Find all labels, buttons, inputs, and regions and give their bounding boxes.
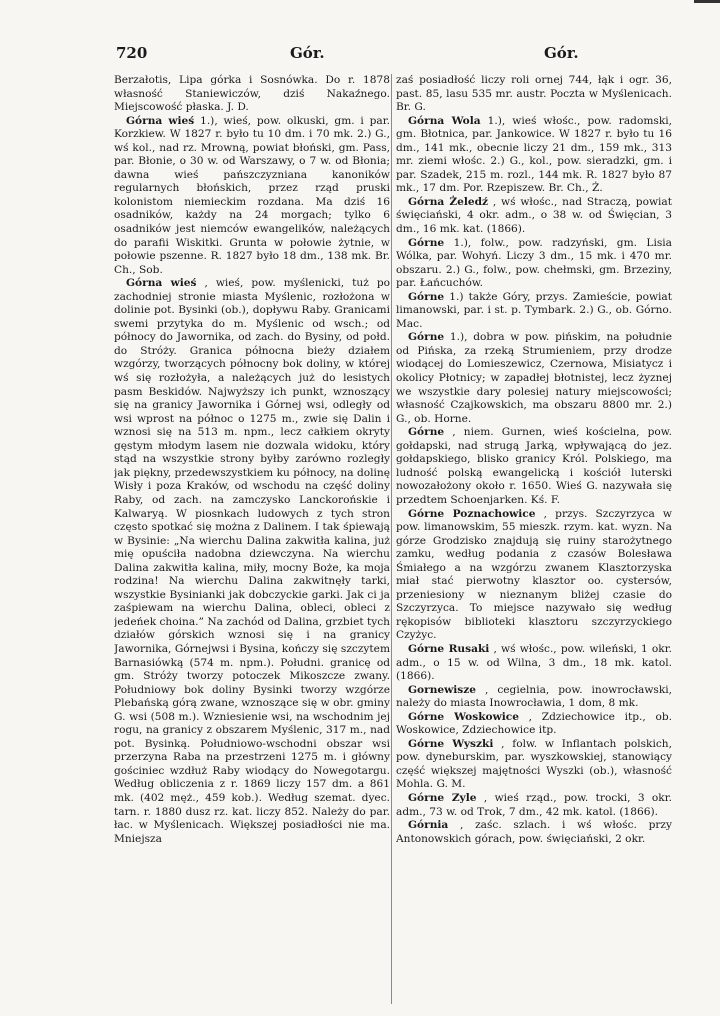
- dictionary-entry: [396, 74, 672, 115]
- dictionary-entry: [396, 819, 672, 846]
- entry-headword: Gornewisze: [408, 683, 477, 696]
- entry-text: , przys. Szczyrzyca w pow. limanowskim, 55 mieszk. rzym. kat. wyzn. Na górze Grodzisko znajdują się ruiny starożytnego zamku, według podania z czasów Bolesława Śmiałego a na wzgórzu zwanem Klasztorzyska miał stać pierwotny klasztor oo. cystersów, przeniesiony w nieznanym bliżej czasie do Szczyrzyca. To miejsce nazywało się według rękopisów biblioteki klasztoru szczyrzyckiego Czyżyc.: [396, 507, 672, 642]
- entry-text: , wś włośc., pow. wileński, 1 okr. adm., o 15 w. od Wilna, 3 dm., 18 mk. katol. (1866).: [396, 642, 672, 683]
- dictionary-entry: [396, 426, 672, 507]
- right-running-head: Gór.: [544, 44, 579, 62]
- entry-headword: Górne Zyle: [408, 791, 477, 804]
- entry-headword: Górne Rusaki: [408, 642, 490, 655]
- right-column: [396, 74, 672, 1004]
- dictionary-entry: [396, 792, 672, 819]
- entry-text: , wieś, pow. myślenicki, tuż po zachodniej stronie miasta Myślenic, rozłożona w dolinie pot. Bysinki (ob.), dopływu Raby. Granicami swemi przytyka do m. Myślenic od wsch.; od północy do Jawornika, od zach. do Bysiny, od połd. do Stróży. Granica północna bieży działem wzgórzy, tworzących północny bok doliny, w której wś się rozłożyła, a należących już do lesistych pasm Beskidów. Najwyższy ich punkt, wznoszący się na granicy Jawornika i Górnej wsi, odległy od wsi wprost na północ o 1275 m., zwie się Dalin i wznosi się na 513 m. npm., lecz całkiem okryty gęstym młodym lasem nie dozwala widoku, który stąd na wszystkie strony byłby zarówno rozległy jak piękny, przedewszystkiem ku północy, na dolinę Wisły i poza Kraków, od wschodu na część doliny Raby, od zach. na zamczysko Lanckorońskie i Kalwaryą. W piosnkach ludowych z tych stron często spotkać się można z Dalinem. I tak śpiewają w Bysinie: „Na wierchu Dalina zakwitła kalina, już mię opuściła nadobna dziewczyna. Na wierchu Dalina zakwitła kalina, miły, mocny Boże, ka moja rodzina! Na wierchu Dalina zakwitnęły tarki, wszystkie Bysinianki jak dobczyckie garki. Jak ci ja zaśpiewam na wierchu Dalina, obleci, obleci z jedeńek choina.” Na zachód od Dalina, grzbiet tych działów górskich wznosi się i na granicy Jawornika, Górnejwsi i Bysina, kończy się szczytem Barnasiówką (574 m. npm.). Południ. granicę od gm. Stróży tworzy potoczek Mikoszcze zwany. Południowy bok doliny Bysinki tworzy wzgórze Plebańską górą zwane, wznoszące się w obr. gminy G. wsi (508 m.). Wzniesienie wsi, na wschodnim jej rogu, na granicy z obszarem Myślenic, 317 m., nad pot. Bysinką. Południowo-wschodni obszar wsi przerzyna Raba na przestrzeni 1275 m. i główny gościniec wzdłuż Raby wiodący do Nowegotargu. Według obliczenia z r. 1869 liczy 157 dm. a 861 mk. (402 męż., 459 kob.). Według szemat. dyec. tarn. r. 1880 dusz rz. kat. liczy 852. Należy do par. łac. w Myślenicach. Większej posiadłości nie ma. Mniejsza: [114, 277, 390, 845]
- entry-text: , wś włośc., nad Straczą, powiat święciański, 4 okr. adm., o 38 w. od Święcian, 3 dm., 16 mk. kat. (1866).: [396, 195, 672, 236]
- entry-text: , niem. Gurnen, wieś kościelna, pow. gołdapski, nad strugą Jarką, wpływającą do jez. gołdapskiego, blisko granicy Król. Polskiego, ma ludność polską ewangelicką i kościół luterski nowozałożony około r. 1650. Wieś G. nazywała się przedtem Schoenjarken. Kś. F.: [396, 426, 672, 506]
- entry-text: Berzałotis, Lipa górka i Sosnówka. Do r. 1878 własność Staniewiczów, dziś Nakaźnego. Miejscowość płaska. J. D.: [114, 74, 390, 114]
- entry-text: , zaśc. szlach. i wś włośc. przy Antonowskich górach, pow. święciański, 2 okr.: [396, 819, 672, 845]
- entry-text: 1.), wieś włośc., pow. radomski, gm. Błotnica, par. Jankowice. W 1827 r. było tu 16 dm., 141 mk., obecnie liczy 21 dm., 159 mk., 313 mr. ziemi włośc. 2.) G., kol., pow. sieradzki, gm. i par. Szadek, 215 m. rozl., 144 mk. R. 1827 było 87 mk., 17 dm. Por. Rzepiszew. Br. Ch., Ż.: [396, 114, 672, 195]
- entry-headword: Górna Żeledź: [408, 195, 489, 208]
- entry-text: 1.), wieś, pow. olkuski, gm. i par. Korzkiew. W 1827 r. było tu 10 dm. i 70 mk. 2.) G., wś kol., nad rz. Mrowną, powiat błoński, gm. Pass, par. Błonie, o 30 w. od Warszawy, o 7 w. od Błonia; dawna wieś pańszczyzniana kanoników regularnych błońskich, przez rząd pruski kolonistom niemieckim rozdana. Ma dziś 16 osadników, każdy na 24 morgach; tylko 6 osadników jest niemców ewangelików, należących do parafii Wiskitki. Grunta w połowie żytnie, w połowie pszenne. R. 1827 było 18 dm., 138 mk. Br. Ch., Sob.: [114, 114, 390, 276]
- entry-headword: Górne: [408, 426, 445, 439]
- entry-text: , folw. w Inflantach polskich, pow. dyneburskim, par. wyszkowskiej, stanowiący część większej majętności Wyszki (ob.), własność Mohla. G. M.: [396, 737, 672, 791]
- dictionary-entry: [114, 74, 390, 115]
- dictionary-entry: [396, 711, 672, 738]
- entry-headword: Górne Woskowice: [408, 710, 519, 723]
- entry-headword: Górna wieś: [126, 114, 195, 127]
- entry-text: , wieś rząd., pow. trocki, 3 okr. adm., 73 w. od Trok, 7 dm., 42 mk. katol. (1866).: [396, 791, 672, 818]
- dictionary-entry: [396, 738, 672, 792]
- entry-headword: Górne: [408, 331, 445, 344]
- dictionary-entry: [396, 643, 672, 684]
- scan-edge-mark: [694, 0, 720, 3]
- entry-headword: Górne: [408, 236, 445, 249]
- entry-headword: Górnia: [408, 819, 449, 832]
- left-running-head: Gór.: [290, 44, 325, 62]
- dictionary-entry: [396, 508, 672, 643]
- dictionary-entry: [396, 237, 672, 291]
- left-column: [114, 74, 390, 1004]
- entry-headword: Górne: [408, 290, 445, 303]
- entry-headword: Górna wieś: [126, 277, 197, 290]
- column-divider: [391, 74, 392, 1004]
- entry-text: 1.), folw., pow. radzyński, gm. Lisia Wólka, par. Wohyń. Liczy 3 dm., 15 mk. i 470 mr. obszaru. 2.) G., folw., pow. chełmski, gm. Brzeziny, par. Łańcuchów.: [396, 236, 672, 290]
- entry-text: , Zdziechowice itp., ob. Woskowice, Zdziechowice itp.: [396, 710, 672, 737]
- page-number: 720: [116, 44, 148, 62]
- entry-headword: Górne Wyszki: [408, 737, 494, 750]
- entry-text: 1.), dobra w pow. pińskim, na południe od Pińska, za rzeką Strumieniem, przy drodze wiodącej do Lomieszewicz, Czernowa, Misiatycz i okolicy Płotnicy; w zapadłej błotnistej, lecz żyznej we wszystkie dary polesiej natury miejscowości; własność Czajkowskich, ma obszaru 8800 mr. 2.) G., ob. Horne.: [396, 331, 672, 425]
- dictionary-entry: [396, 196, 672, 237]
- dictionary-entry: [114, 115, 390, 278]
- entry-text: , cegielnia, pow. inowrocławski, należy do miasta Inowrocławia, 1 dom, 8 mk.: [396, 683, 672, 710]
- dictionary-entry: [396, 291, 672, 332]
- entry-text: 1.) także Góry, przys. Zamieście, powiat limanowski, par. i st. p. Tymbark. 2.) G., ob. Górno. Mac.: [396, 290, 672, 330]
- entry-headword: Górne Poznachowice: [408, 507, 536, 520]
- dictionary-entry: [396, 684, 672, 711]
- entry-text: zaś posiadłość liczy roli ornej 744, łąk i ogr. 36, past. 85, lasu 535 mr. austr. Poczta w Myślenicach. Br. G.: [396, 74, 672, 114]
- dictionary-entry: [396, 115, 672, 196]
- entry-headword: Górna Wola: [408, 114, 481, 127]
- dictionary-entry: [114, 277, 390, 846]
- page-header: [116, 44, 664, 68]
- dictionary-entry: [396, 331, 672, 426]
